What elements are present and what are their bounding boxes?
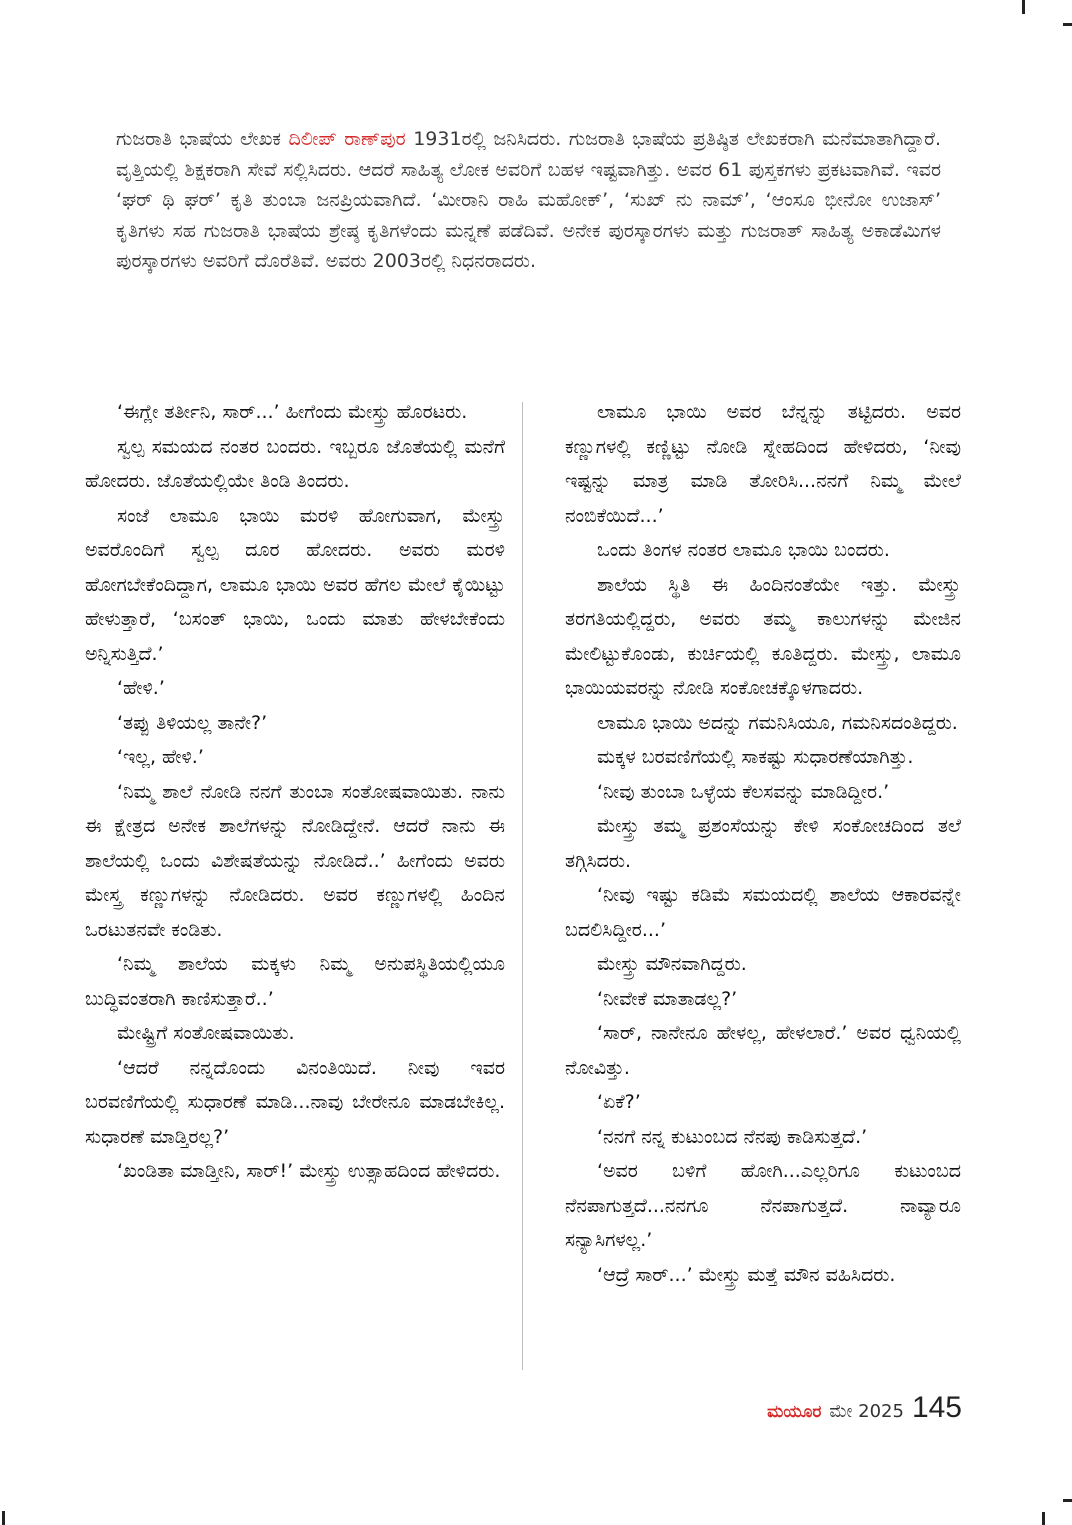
paragraph: ‘ಏಕೆ?’ — [597, 1091, 641, 1113]
issue-date: ಮೇ 2025 — [829, 1401, 904, 1422]
paragraph: ಒಂದು ತಿಂಗಳ ನಂತರ ಲಾಮೂ ಭಾಯಿ ಬಂದರು. — [597, 539, 890, 561]
paragraph: ‘ನಿಮ್ಮ ಶಾಲೆಯ ಮಕ್ಕಳು ನಿಮ್ಮ ಅನುಪಸ್ಥಿತಿಯಲ್ಲಿಯೂ ಬುದ್ಧಿವಂತರಾಗಿ ಕಾಣಿಸುತ್ತಾರೆ..’ — [85, 953, 505, 1010]
paragraph: ‘ನೀವು ತುಂಬಾ ಒಳ್ಳೆಯ ಕೆಲಸವನ್ನು ಮಾಡಿದ್ದೀರ.’ — [597, 780, 890, 803]
crop-mark-right-top — [1063, 23, 1072, 26]
story-column-right — [565, 395, 961, 1292]
paragraph: ಮೇಷ್ಟ್ರಿಗೆ ಸಂತೋಷವಾಯಿತು. — [117, 1022, 295, 1044]
author-bio — [116, 124, 941, 277]
paragraph: ‘ಅವರ ಬಳಿಗೆ ಹೋಗಿ...ಎಲ್ಲರಿಗೂ ಕುಟುಂಬದ ನೆನಪಾಗುತ್ತದೆ...ನನಗೂ ನೆನಪಾಗುತ್ತದೆ. ನಾವ್ಯಾರೂ ಸನ್ಯಾಸಿಗಳಲ್ಲ.’ — [565, 1160, 961, 1251]
crop-mark-bottom-right — [1063, 1499, 1072, 1502]
column-divider — [522, 402, 523, 1370]
paragraph: ‘ಈಗ್ಲೇ ತರ್ತೀನಿ, ಸಾರ್...’ ಹೀಗೆಂದು ಮೇಸ್ತ್ರು ಹೊರಟರು. — [117, 401, 468, 423]
paragraph: ‘ನೀವೇಕೆ ಮಾತಾಡಲ್ಲ?’ — [597, 987, 738, 1010]
paragraph: ‘ಆದ್ರೆ ಸಾರ್...’ ಮೇಸ್ತ್ರು ಮತ್ತೆ ಮೌನ ವಹಿಸಿದರು. — [597, 1263, 896, 1286]
crop-mark-bottom-left — [2, 1511, 5, 1525]
paragraph: ‘ತಪ್ಪು ತಿಳಿಯಲ್ಲ ತಾನೇ?’ — [117, 711, 268, 734]
paragraph: ಮಕ್ಕಳ ಬರವಣಿಗೆಯಲ್ಲಿ ಸಾಕಷ್ಟು ಸುಧಾರಣೆಯಾಗಿತ್ತು. — [597, 746, 914, 768]
paragraph: ‘ಖಂಡಿತಾ ಮಾಡ್ತೀನಿ, ಸಾರ್!’ ಮೇಸ್ತ್ರು ಉತ್ಸಾಹದಿಂದ ಹೇಳಿದರು. — [117, 1160, 501, 1182]
paragraph: ‘ಆದರೆ ನನ್ನದೊಂದು ವಿನಂತಿಯಿದೆ. ನೀವು ಇವರ ಬರವಣಿಗೆಯಲ್ಲಿ ಸುಧಾರಣೆ ಮಾಡಿ...ನಾವು ಬೇರೇನೂ ಮಾಡಬೇಕಿಲ್ಲ. ಸುಧಾರಣೆ ಮಾಡ್ತಿರಲ್ಲ?’ — [85, 1056, 505, 1148]
paragraph: ಲಾಮೂ ಭಾಯಿ ಅವರ ಬೆನ್ನನ್ನು ತಟ್ಟಿದರು. ಅವರ ಕಣ್ಣುಗಳಲ್ಲಿ ಕಣ್ಣಿಟ್ಟು ನೋಡಿ ಸ್ನೇಹದಿಂದ ಹೇಳಿದರು, ‘ನೀವು ಇಷ್ಟನ್ನು ಮಾತ್ರ ಮಾಡಿ ತೋರಿಸಿ...ನನಗೆ ನಿಮ್ಮ ಮೇಲೆ ನಂಬಿಕೆಯಿದೆ...’ — [565, 401, 961, 527]
crop-mark-bottom — [1042, 1512, 1045, 1525]
bio-text: 1931ರಲ್ಲಿ ಜನಿಸಿದರು. ಗುಜರಾತಿ ಭಾಷೆಯ ಪ್ರತಿಷ್ಠಿತ ಲೇಖಕರಾಗಿ ಮನೆಮಾತಾಗಿದ್ದಾರೆ. ವೃತ್ತಿಯಲ್ಲಿ ಶಿಕ್ಷಕರಾಗಿ ಸೇವೆ ಸಲ್ಲಿಸಿದರು. ಆದರೆ ಸಾಹಿತ್ಯ ಲೋಕ ಅವರಿಗೆ ಬಹಳ ಇಷ್ಟವಾಗಿತ್ತು. ಅವರ 61 ಪುಸ್ತಕಗಳು ಪ್ರಕಟವಾಗಿವೆ. ಇವರ ‘ಘರ್ ಥಿ ಘರ್’ ಕೃತಿ ತುಂಬಾ ಜನಪ್ರಿಯವಾಗಿದೆ. ‘ಮೀರಾನಿ ರಾಹಿ ಮಹೋಕ್’, ‘ಸುಖ್ ನು ನಾಮ್’, ‘ಆಂಸೂ ಭೀನೋ ಉಜಾಸ್’ ಕೃತಿಗಳು ಸಹ ಗುಜರಾತಿ ಭಾಷೆಯ ಶ್ರೇಷ್ಠ ಕೃತಿಗಳೆಂದು ಮನ್ನಣೆ ಪಡೆದಿವೆ. ಅನೇಕ ಪುರಸ್ಕಾರಗಳು ಮತ್ತು ಗುಜರಾತ್ ಸಾಹಿತ್ಯ ಅಕಾಡೆಮಿಗಳ ಪುರಸ್ಕಾರಗಳು ಅವರಿಗೆ ದೊರೆತಿವೆ. ಅವರು 2003ರಲ್ಲಿ ನಿಧನರಾದರು. — [116, 128, 941, 272]
magazine-logo: ಮಯೂರ — [767, 1402, 822, 1422]
paragraph: ‘ಇಲ್ಲ, ಹೇಳಿ.’ — [117, 746, 204, 768]
story-column-left — [85, 395, 505, 1189]
paragraph: ಶಾಲೆಯ ಸ್ಥಿತಿ ಈ ಹಿಂದಿನಂತೆಯೇ ಇತ್ತು. ಮೇಸ್ತ್ರು ತರಗತಿಯಲ್ಲಿದ್ದರು, ಅವರು ತಮ್ಮ ಕಾಲುಗಳನ್ನು ಮೇಜಿನ ಮೇಲಿಟ್ಟುಕೊಂಡು, ಕುರ್ಚಿಯಲ್ಲಿ ಕೂತಿದ್ದರು. ಮೇಸ್ತ್ರು, ಲಾಮೂ ಭಾಯಿಯವರನ್ನು ನೋಡಿ ಸಂಕೋಚಕ್ಕೊಳಗಾದರು. — [565, 573, 961, 699]
paragraph: ‘ನೀವು ಇಷ್ಟು ಕಡಿಮೆ ಸಮಯದಲ್ಲಿ ಶಾಲೆಯ ಆಕಾರವನ್ನೇ ಬದಲಿಸಿದ್ದೀರ...’ — [565, 884, 961, 941]
paragraph: ಲಾಮೂ ಭಾಯಿ ಅದನ್ನು ಗಮನಿಸಿಯೂ, ಗಮನಿಸದಂತಿದ್ದರು. — [597, 711, 958, 734]
paragraph: ‘ನನಗೆ ನನ್ನ ಕುಟುಂಬದ ನೆನಪು ಕಾಡಿಸುತ್ತದೆ.’ — [597, 1125, 868, 1148]
paragraph: ‘ನಿಮ್ಮ ಶಾಲೆ ನೋಡಿ ನನಗೆ ತುಂಬಾ ಸಂತೋಷವಾಯಿತು. ನಾನು ಈ ಕ್ಷೇತ್ರದ ಅನೇಕ ಶಾಲೆಗಳನ್ನು ನೋಡಿದ್ದೇನೆ. ಆದರೆ ನಾನು ಈ ಶಾಲೆಯಲ್ಲಿ ಒಂದು ವಿಶೇಷತೆಯನ್ನು ನೋಡಿದೆ..’ ಹೀಗೆಂದು ಅವರು ಮೇಸ್ತ್ರ ಕಣ್ಣುಗಳನ್ನು ನೋಡಿದರು. ಅವರ ಕಣ್ಣುಗಳಲ್ಲಿ ಹಿಂದಿನ ಒರಟುತನವೇ ಕಂಡಿತು. — [85, 780, 505, 941]
author-name: ದಿಲೀಪ್ ರಾಣ್‌ಪುರ — [288, 128, 406, 150]
page-footer — [767, 1391, 962, 1425]
paragraph: ಸ್ವಲ್ಪ ಸಮಯದ ನಂತರ ಬಂದರು. ಇಬ್ಬರೂ ಜೊತೆಯಲ್ಲಿ ಮನೆಗೆ ಹೋದರು. ಜೊತೆಯಲ್ಲಿಯೇ ತಿಂಡಿ ತಿಂದರು. — [85, 435, 505, 492]
crop-mark-top — [1022, 0, 1025, 14]
paragraph: ‘ಸಾರ್, ನಾನೇನೂ ಹೇಳಲ್ಲ, ಹೇಳಲಾರೆ.’ ಅವರ ಧ್ವನಿಯಲ್ಲಿ ನೋವಿತ್ತು. — [565, 1022, 961, 1079]
paragraph: ಮೇಸ್ತ್ರು ತಮ್ಮ ಪ್ರಶಂಸೆಯನ್ನು ಕೇಳಿ ಸಂಕೋಚದಿಂದ ತಲೆ ತಗ್ಗಿಸಿದರು. — [565, 815, 961, 872]
paragraph: ಮೇಸ್ತ್ರು ಮೌನವಾಗಿದ್ದರು. — [597, 953, 747, 975]
paragraph: ಸಂಜೆ ಲಾಮೂ ಭಾಯಿ ಮರಳಿ ಹೋಗುವಾಗ, ಮೇಸ್ತ್ರು ಅವರೊಂದಿಗೆ ಸ್ವಲ್ಪ ದೂರ ಹೋದರು. ಅವರು ಮರಳಿ ಹೋಗಬೇಕೆಂದಿದ್ದಾಗ, ಲಾಮೂ ಭಾಯಿ ಅವರ ಹೆಗಲ ಮೇಲೆ ಕೈಯಿಟ್ಟು ಹೇಳುತ್ತಾರೆ, ‘ಬಸಂತ್ ಭಾಯಿ, ಒಂದು ಮಾತು ಹೇಳಬೇಕೆಂದು ಅನ್ನಿಸುತ್ತಿದೆ.’ — [85, 504, 505, 665]
paragraph: ‘ಹೇಳಿ.’ — [117, 677, 165, 699]
page-number: 145 — [911, 1391, 962, 1424]
bio-intro: ಗುಜರಾತಿ ಭಾಷೆಯ ಲೇಖಕ — [116, 128, 289, 150]
